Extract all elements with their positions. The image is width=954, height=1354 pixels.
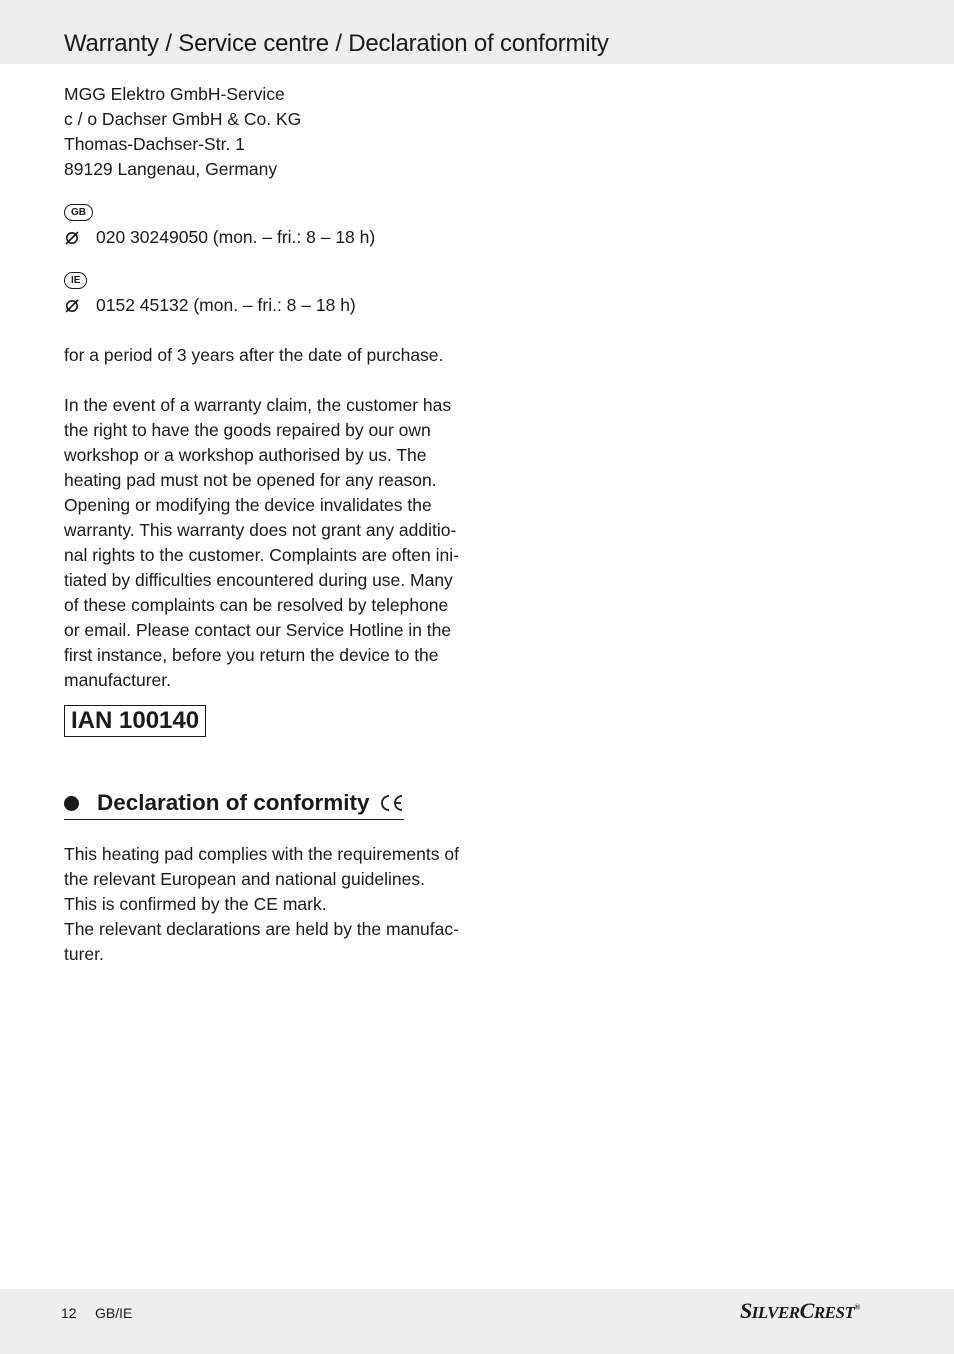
country-gb: [64, 204, 464, 250]
conformity-text: [64, 842, 464, 967]
text-line: heating pad must not be opened for any reason.: [64, 470, 437, 490]
text-line: of these complaints can be resolved by telephone: [64, 595, 449, 615]
text-line: or email. Please contact our Service Hotline in the: [64, 620, 452, 640]
text-line: warranty. This warranty does not grant any additio-: [64, 520, 457, 540]
bullet-icon: [64, 796, 79, 811]
section-heading-text: Declaration of conformity: [97, 790, 370, 815]
text-line: The relevant declarations are held by the manufac-: [64, 919, 459, 939]
text-line: turer.: [64, 944, 104, 964]
silvercrest-logo: [740, 1298, 860, 1324]
phone-icon: [64, 230, 80, 246]
logo-letters: REST: [813, 1303, 855, 1322]
text-line: In the event of a warranty claim, the customer has: [64, 395, 452, 415]
phone-row-gb: [64, 225, 464, 250]
text-line: This is confirmed by the CE mark.: [64, 894, 327, 914]
section-heading: [64, 789, 404, 820]
language-code: GB/IE: [95, 1305, 133, 1321]
text-line: the relevant European and national guidelines.: [64, 869, 425, 889]
registered-mark: ®: [854, 1302, 860, 1312]
page-title: Warranty / Service centre / Declaration of conformity: [64, 30, 609, 57]
phone-number-ie: 0152 45132 (mon. – fri.: 8 – 18 h): [96, 295, 356, 315]
logo-letter: C: [799, 1298, 814, 1323]
text-line: first instance, before you return the device to the: [64, 645, 439, 665]
page-number: 12: [61, 1305, 77, 1321]
ce-mark-icon: [378, 793, 404, 813]
logo-letter: S: [740, 1298, 752, 1323]
text-line: This heating pad complies with the requirements of: [64, 844, 459, 864]
country-badge-ie: IE: [64, 272, 87, 289]
warranty-claim-text: [64, 393, 464, 693]
text-line: workshop or a workshop authorised by us. The: [64, 445, 427, 465]
text-line: nal rights to the customer. Complaints are often ini-: [64, 545, 459, 565]
address-line: MGG Elektro GmbH-Service: [64, 84, 285, 104]
warranty-period: for a period of 3 years after the date of purchase.: [64, 345, 444, 365]
phone-number-gb: 020 30249050 (mon. – fri.: 8 – 18 h): [96, 227, 376, 247]
address-line: c / o Dachser GmbH & Co. KG: [64, 109, 302, 129]
text-line: the right to have the goods repaired by our own: [64, 420, 431, 440]
phone-row-ie: [64, 293, 464, 318]
country-badge-gb: GB: [64, 204, 93, 221]
address-line: Thomas-Dachser-Str. 1: [64, 134, 245, 154]
country-ie: [64, 272, 464, 318]
content-column: [64, 82, 464, 967]
text-line: Opening or modifying the device invalidates the: [64, 495, 432, 515]
ian-number: IAN 100140: [64, 705, 206, 737]
phone-icon: [64, 298, 80, 314]
text-line: manufacturer.: [64, 670, 171, 690]
address-line: 89129 Langenau, Germany: [64, 159, 278, 179]
service-address: [64, 82, 464, 182]
text-line: tiated by difficulties encountered during use. Many: [64, 570, 453, 590]
logo-letters: ILVER: [751, 1303, 800, 1322]
